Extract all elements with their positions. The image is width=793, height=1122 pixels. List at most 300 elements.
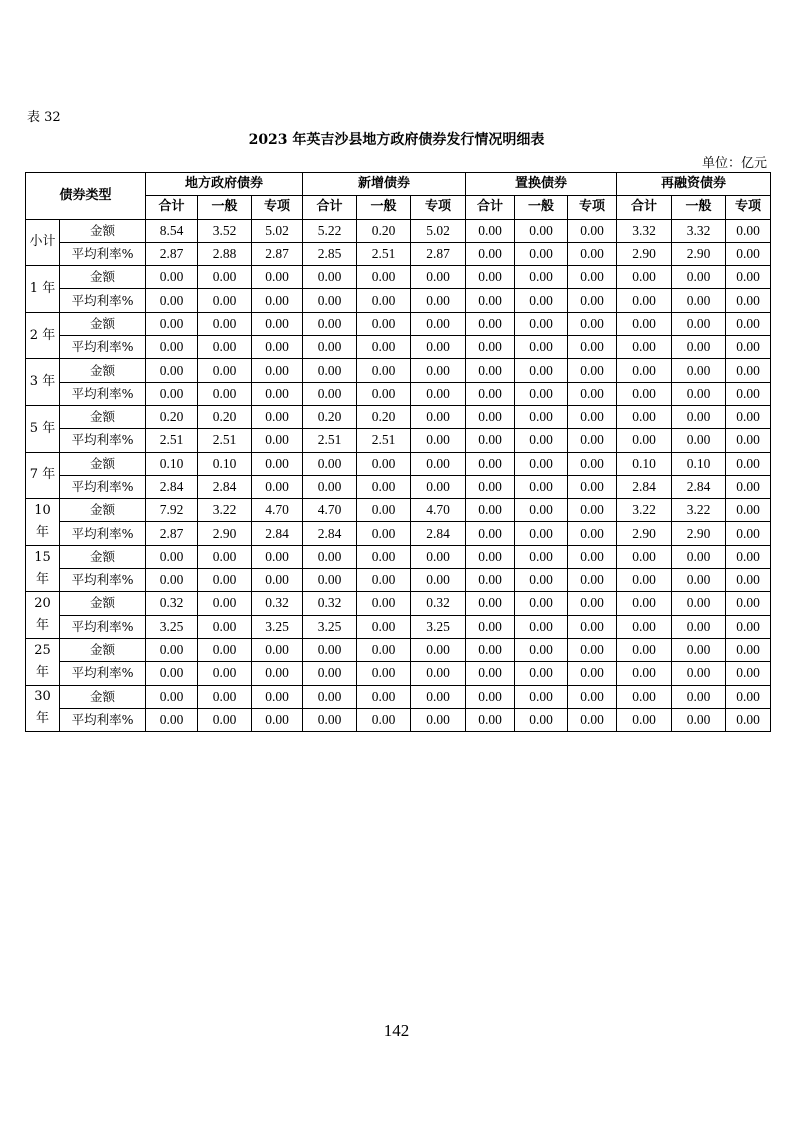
value-cell: 0.00 <box>617 592 672 615</box>
value-cell: 0.00 <box>303 382 357 405</box>
metric-amount-label: 金额 <box>60 638 146 661</box>
value-cell: 0.00 <box>252 289 303 312</box>
value-cell: 0.00 <box>357 545 411 568</box>
value-cell: 0.00 <box>672 569 726 592</box>
value-cell: 0.00 <box>726 289 771 312</box>
value-cell: 0.00 <box>617 569 672 592</box>
value-cell: 0.00 <box>411 452 466 475</box>
value-cell: 0.00 <box>617 405 672 428</box>
value-cell: 3.25 <box>252 615 303 638</box>
value-cell: 2.84 <box>617 475 672 498</box>
value-cell: 0.00 <box>303 662 357 685</box>
value-cell: 2.84 <box>672 475 726 498</box>
value-cell: 0.00 <box>672 685 726 708</box>
value-cell: 5.02 <box>252 219 303 242</box>
value-cell: 0.00 <box>672 266 726 289</box>
value-cell: 0.00 <box>672 429 726 452</box>
value-cell: 7.92 <box>146 499 198 522</box>
value-cell: 8.54 <box>146 219 198 242</box>
value-cell: 2.85 <box>303 242 357 265</box>
table-row <box>26 592 771 615</box>
value-cell: 0.00 <box>357 638 411 661</box>
value-cell: 0.10 <box>617 452 672 475</box>
sub-header-special: 专项 <box>726 196 771 219</box>
value-cell: 0.00 <box>568 452 617 475</box>
value-cell: 0.10 <box>146 452 198 475</box>
value-cell: 2.84 <box>252 522 303 545</box>
value-cell: 2.90 <box>617 242 672 265</box>
value-cell: 0.00 <box>515 638 568 661</box>
value-cell: 3.22 <box>617 499 672 522</box>
value-cell: 3.52 <box>198 219 252 242</box>
table-row <box>26 685 771 708</box>
value-cell: 0.00 <box>726 405 771 428</box>
value-cell: 3.32 <box>672 219 726 242</box>
value-cell: 0.00 <box>466 545 515 568</box>
value-cell: 0.00 <box>252 452 303 475</box>
value-cell: 0.00 <box>198 382 252 405</box>
value-cell: 0.00 <box>252 359 303 382</box>
value-cell: 0.00 <box>515 615 568 638</box>
value-cell: 0.00 <box>568 569 617 592</box>
value-cell: 0.20 <box>146 405 198 428</box>
metric-rate-label: 平均利率% <box>60 382 146 405</box>
value-cell: 0.00 <box>466 219 515 242</box>
value-cell: 0.00 <box>617 662 672 685</box>
group-header-new: 新增债券 <box>303 173 466 196</box>
document-title: 2023 年英吉沙县地方政府债券发行情况明细表 <box>248 132 545 148</box>
sub-header-total: 合计 <box>146 196 198 219</box>
value-cell: 2.84 <box>303 522 357 545</box>
metric-rate-label: 平均利率% <box>60 475 146 498</box>
metric-amount-label: 金额 <box>60 312 146 335</box>
value-cell: 0.00 <box>726 382 771 405</box>
value-cell: 0.00 <box>672 312 726 335</box>
value-cell: 0.00 <box>466 266 515 289</box>
table-row <box>26 569 771 592</box>
value-cell: 2.51 <box>357 242 411 265</box>
value-cell: 0.00 <box>146 266 198 289</box>
sub-header-general: 一般 <box>198 196 252 219</box>
value-cell: 0.00 <box>568 592 617 615</box>
value-cell: 0.00 <box>568 242 617 265</box>
value-cell: 0.32 <box>252 592 303 615</box>
value-cell: 0.00 <box>303 312 357 335</box>
value-cell: 3.32 <box>617 219 672 242</box>
value-cell: 0.00 <box>252 569 303 592</box>
value-cell: 0.00 <box>726 336 771 359</box>
value-cell: 0.00 <box>303 266 357 289</box>
table-row <box>26 359 771 382</box>
group-header-local-gov: 地方政府债券 <box>146 173 303 196</box>
value-cell: 0.00 <box>466 592 515 615</box>
value-cell: 0.00 <box>672 638 726 661</box>
metric-rate-label: 平均利率% <box>60 289 146 312</box>
value-cell: 0.00 <box>303 708 357 731</box>
value-cell: 0.00 <box>726 242 771 265</box>
value-cell: 0.00 <box>726 312 771 335</box>
value-cell: 0.00 <box>357 359 411 382</box>
value-cell: 0.00 <box>466 522 515 545</box>
value-cell: 0.00 <box>252 638 303 661</box>
value-cell: 0.00 <box>515 545 568 568</box>
value-cell: 0.00 <box>146 382 198 405</box>
value-cell: 0.00 <box>252 336 303 359</box>
table-row <box>26 336 771 359</box>
value-cell: 0.00 <box>411 662 466 685</box>
value-cell: 4.70 <box>411 499 466 522</box>
value-cell: 0.00 <box>466 569 515 592</box>
value-cell: 0.00 <box>146 685 198 708</box>
value-cell: 5.02 <box>411 219 466 242</box>
value-cell: 0.00 <box>672 615 726 638</box>
table-row <box>26 545 771 568</box>
value-cell: 0.00 <box>515 429 568 452</box>
value-cell: 0.00 <box>515 592 568 615</box>
value-cell: 0.00 <box>411 359 466 382</box>
value-cell: 0.00 <box>726 615 771 638</box>
value-cell: 0.00 <box>672 662 726 685</box>
value-cell: 0.00 <box>726 545 771 568</box>
value-cell: 0.00 <box>568 219 617 242</box>
value-cell: 0.00 <box>726 266 771 289</box>
table-row <box>26 452 771 475</box>
value-cell: 0.00 <box>411 545 466 568</box>
value-cell: 0.00 <box>357 475 411 498</box>
term-label: 1 年 <box>26 266 60 313</box>
value-cell: 0.00 <box>146 662 198 685</box>
corner-header: 债券类型 <box>26 173 146 220</box>
term-label: 5 年 <box>26 405 60 452</box>
value-cell: 0.20 <box>357 405 411 428</box>
value-cell: 0.00 <box>515 336 568 359</box>
sub-header-total: 合计 <box>466 196 515 219</box>
table-row <box>26 405 771 428</box>
value-cell: 0.00 <box>568 522 617 545</box>
value-cell: 0.00 <box>466 452 515 475</box>
value-cell: 0.00 <box>466 312 515 335</box>
value-cell: 0.00 <box>357 289 411 312</box>
value-cell: 0.00 <box>515 685 568 708</box>
sub-header-special: 专项 <box>252 196 303 219</box>
bond-issuance-table <box>25 172 771 732</box>
value-cell: 0.00 <box>726 452 771 475</box>
table-row <box>26 522 771 545</box>
metric-amount-label: 金额 <box>60 452 146 475</box>
value-cell: 0.00 <box>198 592 252 615</box>
term-label: 20 年 <box>26 592 60 639</box>
value-cell: 0.00 <box>726 708 771 731</box>
value-cell: 0.00 <box>568 312 617 335</box>
value-cell: 0.00 <box>252 475 303 498</box>
metric-amount-label: 金额 <box>60 266 146 289</box>
value-cell: 0.20 <box>357 219 411 242</box>
value-cell: 0.00 <box>198 685 252 708</box>
value-cell: 0.00 <box>357 615 411 638</box>
value-cell: 0.00 <box>252 266 303 289</box>
value-cell: 0.00 <box>198 312 252 335</box>
value-cell: 0.10 <box>198 452 252 475</box>
value-cell: 0.00 <box>303 336 357 359</box>
value-cell: 2.84 <box>411 522 466 545</box>
value-cell: 0.00 <box>515 219 568 242</box>
value-cell: 0.00 <box>357 452 411 475</box>
value-cell: 0.00 <box>466 289 515 312</box>
value-cell: 2.88 <box>198 242 252 265</box>
metric-rate-label: 平均利率% <box>60 336 146 359</box>
metric-rate-label: 平均利率% <box>60 242 146 265</box>
term-label: 小计 <box>26 219 60 266</box>
value-cell: 0.00 <box>411 569 466 592</box>
value-cell: 0.00 <box>303 569 357 592</box>
table-row <box>26 219 771 242</box>
value-cell: 0.00 <box>466 336 515 359</box>
value-cell: 0.00 <box>515 475 568 498</box>
value-cell: 0.00 <box>515 242 568 265</box>
table-number: 表 32 <box>27 110 61 125</box>
value-cell: 0.32 <box>303 592 357 615</box>
value-cell: 2.51 <box>357 429 411 452</box>
value-cell: 0.00 <box>466 638 515 661</box>
metric-rate-label: 平均利率% <box>60 662 146 685</box>
value-cell: 2.90 <box>672 522 726 545</box>
value-cell: 0.00 <box>411 708 466 731</box>
value-cell: 0.00 <box>515 522 568 545</box>
value-cell: 0.00 <box>568 499 617 522</box>
value-cell: 0.00 <box>146 312 198 335</box>
value-cell: 0.00 <box>672 405 726 428</box>
term-label: 7 年 <box>26 452 60 499</box>
value-cell: 0.00 <box>198 708 252 731</box>
metric-rate-label: 平均利率% <box>60 522 146 545</box>
value-cell: 2.90 <box>198 522 252 545</box>
table-row <box>26 289 771 312</box>
table-row <box>26 266 771 289</box>
value-cell: 0.00 <box>466 359 515 382</box>
value-cell: 0.00 <box>357 522 411 545</box>
value-cell: 0.00 <box>726 522 771 545</box>
value-cell: 0.00 <box>617 429 672 452</box>
metric-rate-label: 平均利率% <box>60 615 146 638</box>
value-cell: 0.00 <box>303 638 357 661</box>
value-cell: 0.00 <box>411 405 466 428</box>
value-cell: 0.00 <box>252 662 303 685</box>
value-cell: 0.00 <box>515 662 568 685</box>
value-cell: 2.51 <box>146 429 198 452</box>
metric-amount-label: 金额 <box>60 685 146 708</box>
value-cell: 0.00 <box>198 336 252 359</box>
value-cell: 0.00 <box>198 662 252 685</box>
value-cell: 0.00 <box>672 545 726 568</box>
metric-amount-label: 金额 <box>60 359 146 382</box>
value-cell: 4.70 <box>303 499 357 522</box>
value-cell: 0.00 <box>672 708 726 731</box>
value-cell: 0.00 <box>672 382 726 405</box>
value-cell: 0.00 <box>726 475 771 498</box>
value-cell: 0.00 <box>411 685 466 708</box>
value-cell: 0.00 <box>198 359 252 382</box>
value-cell: 0.00 <box>568 336 617 359</box>
value-cell: 0.00 <box>252 685 303 708</box>
value-cell: 0.00 <box>303 359 357 382</box>
value-cell: 0.00 <box>411 475 466 498</box>
table-row <box>26 662 771 685</box>
value-cell: 0.00 <box>411 382 466 405</box>
value-cell: 0.00 <box>198 289 252 312</box>
value-cell: 0.00 <box>617 545 672 568</box>
value-cell: 0.00 <box>726 499 771 522</box>
value-cell: 0.00 <box>357 336 411 359</box>
value-cell: 4.70 <box>252 499 303 522</box>
value-cell: 2.84 <box>146 475 198 498</box>
value-cell: 0.00 <box>568 475 617 498</box>
table-row <box>26 242 771 265</box>
value-cell: 3.22 <box>198 499 252 522</box>
value-cell: 0.00 <box>617 382 672 405</box>
value-cell: 3.25 <box>146 615 198 638</box>
value-cell: 0.00 <box>515 499 568 522</box>
group-header-row <box>26 173 771 196</box>
value-cell: 0.00 <box>672 359 726 382</box>
value-cell: 0.00 <box>411 336 466 359</box>
value-cell: 0.00 <box>672 336 726 359</box>
value-cell: 0.00 <box>411 638 466 661</box>
metric-rate-label: 平均利率% <box>60 569 146 592</box>
sub-header-total: 合计 <box>617 196 672 219</box>
value-cell: 0.00 <box>617 312 672 335</box>
value-cell: 0.00 <box>568 685 617 708</box>
value-cell: 0.00 <box>198 569 252 592</box>
value-cell: 0.00 <box>568 545 617 568</box>
value-cell: 0.00 <box>568 638 617 661</box>
value-cell: 0.00 <box>357 499 411 522</box>
value-cell: 2.51 <box>303 429 357 452</box>
value-cell: 0.00 <box>252 382 303 405</box>
table-row <box>26 615 771 638</box>
group-header-refinancing: 再融资债券 <box>617 173 771 196</box>
value-cell: 0.00 <box>146 359 198 382</box>
table-row <box>26 708 771 731</box>
value-cell: 0.00 <box>515 266 568 289</box>
value-cell: 2.51 <box>198 429 252 452</box>
value-cell: 0.00 <box>617 615 672 638</box>
value-cell: 0.00 <box>568 289 617 312</box>
metric-amount-label: 金额 <box>60 405 146 428</box>
value-cell: 0.00 <box>515 382 568 405</box>
value-cell: 0.00 <box>726 638 771 661</box>
value-cell: 0.00 <box>252 545 303 568</box>
value-cell: 0.32 <box>411 592 466 615</box>
group-header-replacement: 置换债券 <box>466 173 617 196</box>
value-cell: 0.00 <box>726 592 771 615</box>
value-cell: 0.00 <box>411 312 466 335</box>
value-cell: 2.90 <box>617 522 672 545</box>
value-cell: 0.00 <box>726 359 771 382</box>
table-row <box>26 475 771 498</box>
value-cell: 0.00 <box>357 382 411 405</box>
value-cell: 0.00 <box>617 289 672 312</box>
value-cell: 0.00 <box>357 592 411 615</box>
value-cell: 0.00 <box>568 615 617 638</box>
value-cell: 0.00 <box>515 708 568 731</box>
value-cell: 0.00 <box>198 266 252 289</box>
value-cell: 0.00 <box>466 499 515 522</box>
value-cell: 0.00 <box>466 475 515 498</box>
value-cell: 0.00 <box>515 452 568 475</box>
value-cell: 0.00 <box>198 545 252 568</box>
term-label: 15 年 <box>26 545 60 592</box>
value-cell: 0.00 <box>146 708 198 731</box>
table-row <box>26 382 771 405</box>
metric-amount-label: 金额 <box>60 545 146 568</box>
value-cell: 0.00 <box>617 685 672 708</box>
value-cell: 0.00 <box>617 638 672 661</box>
metric-rate-label: 平均利率% <box>60 429 146 452</box>
value-cell: 0.20 <box>198 405 252 428</box>
value-cell: 0.00 <box>726 219 771 242</box>
table-row <box>26 312 771 335</box>
value-cell: 0.00 <box>466 708 515 731</box>
value-cell: 0.00 <box>252 312 303 335</box>
value-cell: 0.00 <box>568 429 617 452</box>
value-cell: 0.00 <box>726 685 771 708</box>
value-cell: 0.00 <box>357 662 411 685</box>
value-cell: 2.87 <box>146 242 198 265</box>
table-row <box>26 638 771 661</box>
value-cell: 0.00 <box>515 405 568 428</box>
metric-amount-label: 金额 <box>60 219 146 242</box>
value-cell: 0.00 <box>303 475 357 498</box>
page-number: 142 <box>383 1021 410 1040</box>
sub-header-special: 专项 <box>411 196 466 219</box>
value-cell: 0.00 <box>146 336 198 359</box>
value-cell: 0.00 <box>466 405 515 428</box>
value-cell: 0.00 <box>303 685 357 708</box>
value-cell: 0.00 <box>357 312 411 335</box>
value-cell: 0.00 <box>146 569 198 592</box>
value-cell: 0.00 <box>672 289 726 312</box>
value-cell: 0.00 <box>726 662 771 685</box>
value-cell: 0.00 <box>146 545 198 568</box>
value-cell: 0.00 <box>568 405 617 428</box>
value-cell: 0.32 <box>146 592 198 615</box>
value-cell: 0.00 <box>568 359 617 382</box>
value-cell: 0.10 <box>672 452 726 475</box>
value-cell: 0.00 <box>568 708 617 731</box>
value-cell: 2.87 <box>252 242 303 265</box>
value-cell: 0.00 <box>515 569 568 592</box>
value-cell: 2.90 <box>672 242 726 265</box>
value-cell: 0.00 <box>672 592 726 615</box>
value-cell: 0.00 <box>252 708 303 731</box>
metric-rate-label: 平均利率% <box>60 708 146 731</box>
value-cell: 0.00 <box>357 266 411 289</box>
value-cell: 0.00 <box>252 405 303 428</box>
sub-header-general: 一般 <box>515 196 568 219</box>
value-cell: 3.25 <box>303 615 357 638</box>
sub-header-general: 一般 <box>672 196 726 219</box>
value-cell: 0.00 <box>568 382 617 405</box>
term-label: 30 年 <box>26 685 60 732</box>
sub-header-general: 一般 <box>357 196 411 219</box>
value-cell: 0.00 <box>357 685 411 708</box>
value-cell: 2.87 <box>411 242 466 265</box>
value-cell: 0.00 <box>568 662 617 685</box>
value-cell: 0.00 <box>515 312 568 335</box>
table-row <box>26 429 771 452</box>
value-cell: 5.22 <box>303 219 357 242</box>
value-cell: 3.22 <box>672 499 726 522</box>
